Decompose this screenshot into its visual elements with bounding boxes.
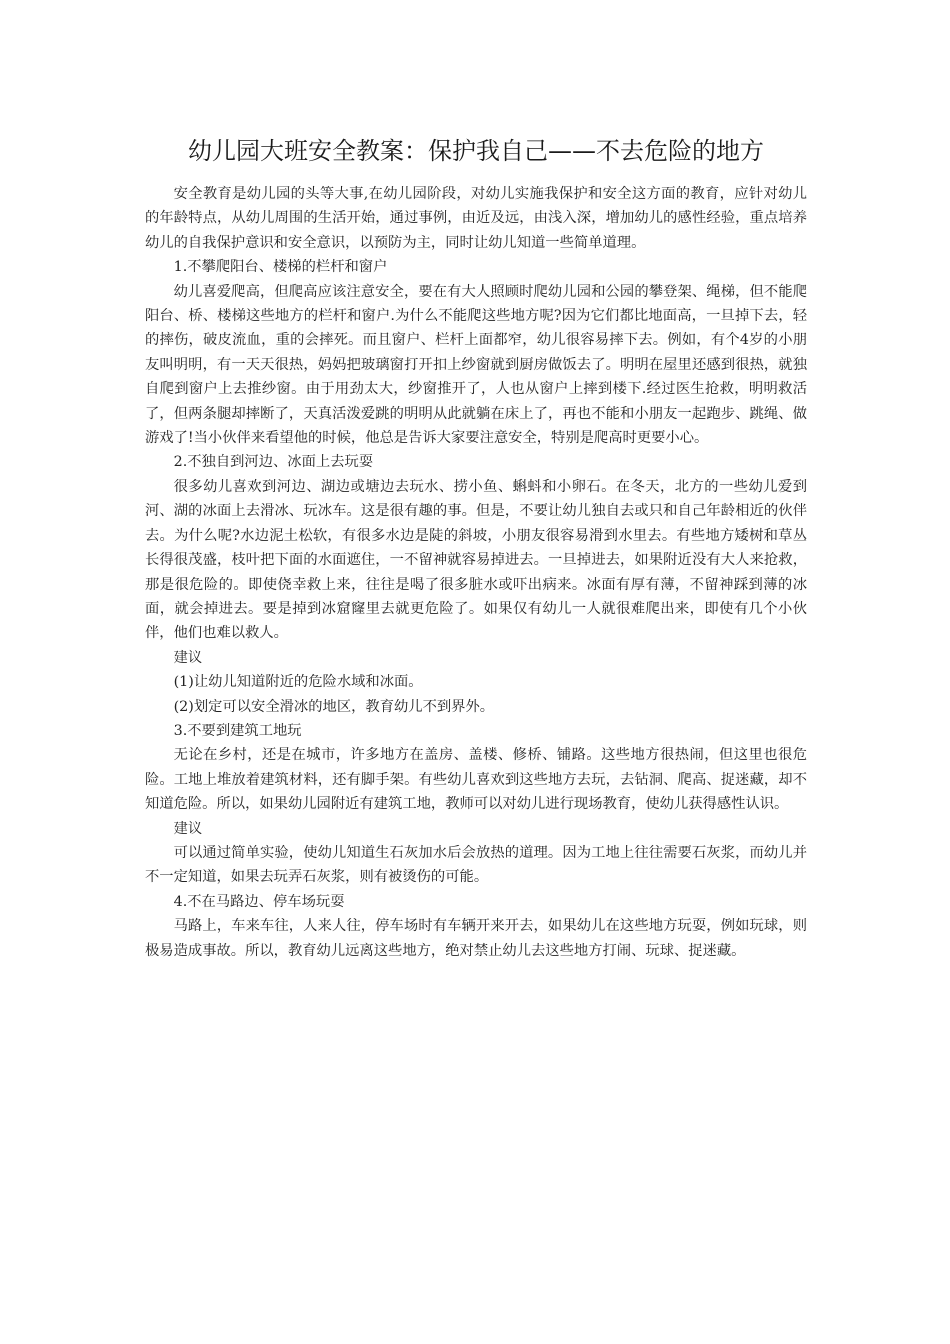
section-2-body: 很多幼儿喜欢到河边、湖边或塘边去玩水、捞小鱼、蝌蚪和小卵石。在冬天，北方的一些幼儿爱到河、湖的冰面上去滑冰、玩冰车。这是很有趣的事。但是，不要让幼儿独自去或只和自己年龄相近的伙伴去。为什么呢?水边泥土松软，有很多水边是陡的斜坡，小朋友很容易滑到水里去。有些地方矮树和草丛长得很茂盛，枝叶把下面的水面遮住，一不留神就容易掉进去。一旦掉进去，如果附近没有大人来抢救，那是很危险的。即使侥幸救上来，往往是喝了很多脏水或吓出病来。冰面有厚有薄，不留神踩到薄的冰面，就会掉进去。要是掉到冰窟窿里去就更危险了。如果仅有幼儿一人就很难爬出来，即使有几个小伙伴，他们也难以救人。 xyxy=(145,478,807,642)
section-2-heading: 2.不独自到河边、冰面上去玩耍 xyxy=(173,454,374,471)
section-2-suggestion-2: (2)划定可以安全滑冰的地区，教育幼儿不到界外。 xyxy=(173,698,495,715)
document-title: 幼儿园大班安全教案：保护我自己——不去危险的地方 xyxy=(188,137,764,165)
section-3-suggestion-label: 建议 xyxy=(173,820,203,837)
section-1-heading: 1.不攀爬阳台、楼梯的栏杆和窗户 xyxy=(173,259,388,276)
section-4-body: 马路上，车来车往，人来人往，停车场时有车辆开来开去，如果幼儿在这些地方玩耍，例如玩球，则极易造成事故。所以，教育幼儿远离这些地方，绝对禁止幼儿去这些地方打闹、玩球、捉迷藏。 xyxy=(145,918,807,959)
section-2-suggestion-1: (1)让幼儿知道附近的危险水域和冰面。 xyxy=(173,674,423,691)
section-3-suggestion-body: 可以通过简单实验，使幼儿知道生石灰加水后会放热的道理。因为工地上往往需要石灰浆，而幼儿并不一定知道，如果去玩弄石灰浆，则有被烫伤的可能。 xyxy=(145,844,807,886)
intro-paragraph: 安全教育是幼儿园的头等大事,在幼儿园阶段，对幼儿实施我保护和安全这方面的教育，应针对幼儿的年龄特点，从幼儿周围的生活开始，通过事例，由近及远，由浅入深，增加幼儿的感性经验，重点培养幼儿的自我保护意识和安全意识，以预防为主，同时让幼儿知道一些简单道理。 xyxy=(145,186,807,251)
section-4-heading: 4.不在马路边、停车场玩耍 xyxy=(173,893,345,910)
section-3-heading: 3.不要到建筑工地玩 xyxy=(173,722,302,739)
section-2-suggestion-label: 建议 xyxy=(173,649,203,666)
document-page xyxy=(145,132,807,963)
section-3-body: 无论在乡村，还是在城市，许多地方在盖房、盖楼、修桥、铺路。这些地方很热闹，但这里也很危险。工地上堆放着建筑材料，还有脚手架。有些幼儿喜欢到这些地方去玩，去钻洞、爬高、捉迷藏，却不知道危险。所以，如果幼儿园附近有建筑工地，教师可以对幼儿进行现场教育，使幼儿获得感性认识。 xyxy=(145,747,807,813)
section-1-body: 幼儿喜爱爬高，但爬高应该注意安全，要在有大人照顾时爬幼儿园和公园的攀登架、绳梯，但不能爬阳台、桥、楼梯这些地方的栏杆和窗户.为什么不能爬这些地方呢?因为它们都比地面高，一旦掉下去，轻的摔伤，破皮流血，重的会摔死。而且窗户、栏杆上面都窄，幼儿很容易摔下去。例如，有个4岁的小朋友叫明明，有一天天很热，妈妈把玻璃窗打开扣上纱窗就到厨房做饭去了。明明在屋里还感到很热，就独自爬到窗户上去推纱窗。由于用劲太大，纱窗推开了，人也从窗户上摔到楼下.经过医生抢救，明明救活了，但两条腿却摔断了，天真活泼爱跳的明明从此就躺在床上了，再也不能和小朋友一起跑步、跳绳、做游戏了!当小伙伴来看望他的时候，他总是告诉大家要注意安全，特别是爬高时更要小心。 xyxy=(145,283,807,447)
